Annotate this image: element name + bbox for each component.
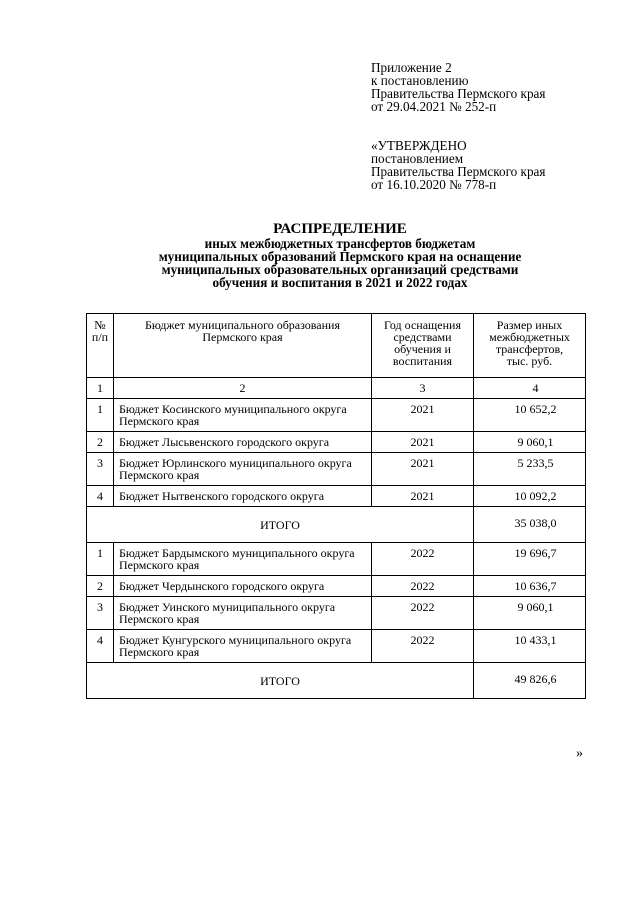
table-row (87, 576, 586, 597)
total-value: 35 038,0 (474, 507, 586, 543)
annex-line: от 29.04.2021 № 252-п (371, 99, 497, 114)
table-row (87, 453, 586, 486)
row-year: 2021 (372, 432, 474, 453)
row-num: 2 (87, 576, 114, 597)
row-num: 3 (87, 597, 114, 630)
annex-line: к постановлению (371, 73, 469, 88)
table-row (87, 399, 586, 432)
header-amount: Размер иных межбюджетных трансфертов, тыс. руб. (474, 314, 586, 378)
approved-line: постановлением (371, 151, 464, 166)
row-amount: 9 060,1 (474, 597, 586, 630)
annex-line: Приложение 2 (371, 60, 452, 75)
row-num: 1 (87, 543, 114, 576)
row-year: 2021 (372, 453, 474, 486)
header-num: № п/п (87, 314, 114, 378)
table-header-row (87, 314, 586, 378)
row-amount: 10 092,2 (474, 486, 586, 507)
row-amount: 9 060,1 (474, 432, 586, 453)
row-budget: Бюджет Лысьвенского городского округа (114, 432, 372, 453)
header-year: Год оснащения средствами обучения и воспитания (372, 314, 474, 378)
table-row (87, 630, 586, 663)
table-row (87, 597, 586, 630)
document-title (80, 221, 600, 289)
row-budget: Бюджет Нытвенского городского округа (114, 486, 372, 507)
column-number-row (87, 378, 586, 399)
total-label: ИТОГО (87, 507, 474, 543)
row-year: 2021 (372, 399, 474, 432)
total-label: ИТОГО (87, 663, 474, 699)
row-amount: 5 233,5 (474, 453, 586, 486)
row-year: 2022 (372, 576, 474, 597)
distribution-table (86, 313, 586, 699)
row-budget: Бюджет Кунгурского муниципального округа Пермского края (114, 630, 372, 663)
row-year: 2022 (372, 630, 474, 663)
row-year: 2022 (372, 543, 474, 576)
approved-line: «УТВЕРЖДЕНО (371, 138, 467, 153)
annex-header (371, 61, 545, 113)
row-budget: Бюджет Чердынского городского округа (114, 576, 372, 597)
total-row (87, 663, 586, 699)
colnum: 4 (474, 378, 586, 399)
table-row (87, 486, 586, 507)
row-num: 4 (87, 630, 114, 663)
total-row (87, 507, 586, 543)
annex-line: Правительства Пермского края (371, 86, 546, 101)
row-num: 4 (87, 486, 114, 507)
total-value: 49 826,6 (474, 663, 586, 699)
row-budget: Бюджет Бардымского муниципального округа Пермского края (114, 543, 372, 576)
approved-line: Правительства Пермского края (371, 164, 546, 179)
row-budget: Бюджет Косинского муниципального округа Пермского края (114, 399, 372, 432)
row-budget: Бюджет Уинского муниципального округа Пермского края (114, 597, 372, 630)
row-amount: 10 636,7 (474, 576, 586, 597)
title-heading: РАСПРЕДЕЛЕНИЕ (273, 221, 407, 237)
colnum: 3 (372, 378, 474, 399)
row-amount: 19 696,7 (474, 543, 586, 576)
row-year: 2022 (372, 597, 474, 630)
header-budget: Бюджет муниципального образования Пермского края (114, 314, 372, 378)
row-amount: 10 433,1 (474, 630, 586, 663)
title-line: муниципальных образовательных организаций средствами (161, 262, 519, 277)
row-year: 2021 (372, 486, 474, 507)
table-row (87, 543, 586, 576)
row-num: 1 (87, 399, 114, 432)
title-line: иных межбюджетных трансфертов бюджетам (204, 236, 476, 251)
row-amount: 10 652,2 (474, 399, 586, 432)
closing-quote: » (576, 746, 583, 761)
approved-line: от 16.10.2020 № 778-п (371, 177, 497, 192)
title-line: муниципальных образований Пермского края на оснащение (158, 249, 522, 264)
colnum: 1 (87, 378, 114, 399)
colnum: 2 (114, 378, 372, 399)
table-row (87, 432, 586, 453)
approved-header (371, 139, 545, 191)
row-num: 3 (87, 453, 114, 486)
row-num: 2 (87, 432, 114, 453)
row-budget: Бюджет Юрлинского муниципального округа Пермского края (114, 453, 372, 486)
title-line: обучения и воспитания в 2021 и 2022 годах (212, 275, 468, 290)
